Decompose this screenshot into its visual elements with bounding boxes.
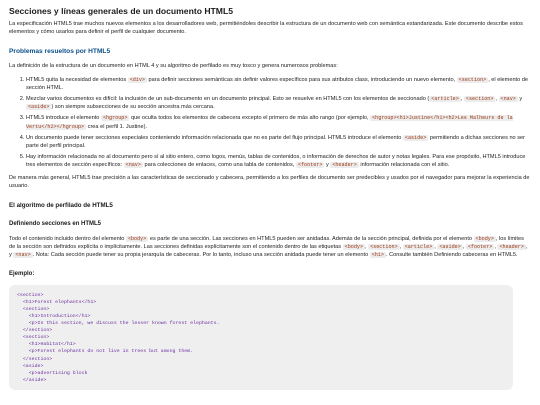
inline-code: <body>: [127, 236, 147, 243]
heading-definiendo: Definiendo secciones en HTML5: [9, 221, 102, 228]
list-item: 2. Mezclar varios documentos es difícil: la inclusión de un sub-documento en un documento principal. Esto se resuelve en HTML5 con los elementos de seccionado ( <article> , <section> , <nav> y <aside> ) son siempre subsecciones de su sección ancestra más cercana.: [26, 95, 531, 111]
code-line: <p>Forest elephants do not live in trees but among them.: [17, 349, 194, 355]
inline-code: <article>: [431, 96, 459, 103]
inline-code: <header>: [499, 244, 524, 251]
inline-code: <nav>: [15, 252, 31, 259]
code-line: <section>: [17, 335, 50, 341]
code-line: <section>: [17, 292, 44, 298]
inline-code: <header>: [332, 162, 357, 169]
code-line: <h1>Introduction</h1>: [17, 313, 91, 319]
inline-code: <h1>: [371, 252, 384, 259]
inline-code: <div>: [129, 76, 145, 83]
code-line: <section>: [17, 306, 50, 312]
problemas-paragraph: La definición de la estructura de un documento en HTML 4 y su algoritmo de perfilado es muy tosco y genera numerosos problemas:: [9, 63, 338, 70]
inline-code: <hgroup><h1>Justine</h1><h2>Les Malheurs de la Vertu</h2></hgroup>: [26, 115, 513, 130]
intro-paragraph: La especificación HTML5 trae muchos nuevos elementos a los desarrolladores web, permitiéndoles describir la estructura de un documento web con semántica estandarizada. Este documento describe estos elementos y cómo usarlos para definir el perfil de cualquier documento.: [9, 21, 523, 36]
heading-ejemplo: Ejemplo:: [9, 270, 35, 277]
heading-algoritmo: El algoritmo de perfilado de HTML5: [9, 202, 113, 210]
code-line: <h1>Habitat</h1>: [17, 342, 76, 348]
code-line: </aside>: [17, 377, 47, 383]
inline-code: <section>: [465, 96, 494, 103]
manera-paragraph: De manera más general, HTML5 trae precisión a las características de seccionado y cabecera, permitiendo a los perfiles de documento ser predecibles y usados por el navegador para mejorar la experiencia de usuario.: [9, 174, 530, 189]
list-item: 3. HTML5 introduce el elemento <hgroup> que oculta todos los elementos de cabecera excepto el primero de más alto rango (por ejemplo, <hgroup><h1>Justine</h1><h2>Les Malheurs de la Vertu</h2></hgroup> crea el perfil 1. Justine).: [26, 114, 531, 130]
heading-problemas: Problemas resueltos por HTML5: [9, 48, 111, 56]
code-line: <h1>Forest elephants</h1>: [17, 299, 97, 305]
todo-paragraph: Todo el contenido incluido dentro del elemento <body> es parte de una sección. Las secciones en HTML5 pueden ser anidadas. Además de la sección principal, definida por el elemento <body> , los límites de la sección son definidos explícita o implícitamente. Las secciones definidas explícitamente son el contenido dentro de las etiquetas <body> , <section> , <article> , <aside> , <footer> , <header> , y <nav> . Nota: Cada sección puede tener su propia jerarquía de cabeceras. Por lo tanto, incluso una sección anidada puede tener un elemento <h1> . Consulte también Definiendo cabeceras en HTML5.: [9, 236, 528, 259]
inline-code: <footer>: [467, 244, 493, 251]
page-title: Secciones y líneas generales de un documento HTML5: [9, 6, 233, 16]
inline-code: <nav>: [500, 96, 516, 103]
inline-code: <hgroup>: [102, 115, 128, 122]
code-line: </section>: [17, 328, 53, 334]
list-item: 5. Hay información relacionada no al documento pero sí al sitio entero, como logos, menús, tablas de contenidos, o información de derechos de autor y notas legales. Para ese propósito, HTML5 introduce tres elementos de sección específicos: <nav> para colecciones de enlaces, como una tabla de contenidos, <footer> y <header> información relacionada con el sitio.: [26, 153, 531, 169]
list-item: 4. Un documento puede tener secciones especiales conteniendo información relacionada que no es parte del flujo principal. HTML5 introduce el elemento <aside> permitiendo a dichas secciones no ser parte del perfil principal.: [26, 134, 531, 150]
code-line: <aside>: [17, 363, 44, 369]
code-line: </section>: [17, 356, 53, 362]
code-line: <p>advertising block: [17, 370, 88, 376]
inline-code: <aside>: [404, 134, 427, 141]
inline-code: <section>: [370, 244, 398, 251]
code-line: <p>In this section, we discuss the lesser known forest elephants.: [17, 321, 220, 327]
code-example: [9, 285, 513, 390]
inline-code: <aside>: [439, 244, 461, 251]
inline-code: <article>: [404, 244, 433, 251]
inline-code: <body>: [475, 236, 494, 243]
inline-code: <body>: [344, 244, 363, 251]
inline-code: <nav>: [125, 162, 141, 169]
list-item: 1. HTML5 quita la necesidad de elementos <div> para definir secciones semánticas sin definir valores específicos para sus atributos class, introduciendo un nuevo elemento, <section> , el elemento de sección HTML.: [26, 76, 531, 92]
problemas-list: [9, 76, 531, 170]
inline-code: <section>: [458, 76, 487, 83]
inline-code: <footer>: [297, 162, 323, 169]
inline-code: <aside>: [28, 104, 50, 111]
